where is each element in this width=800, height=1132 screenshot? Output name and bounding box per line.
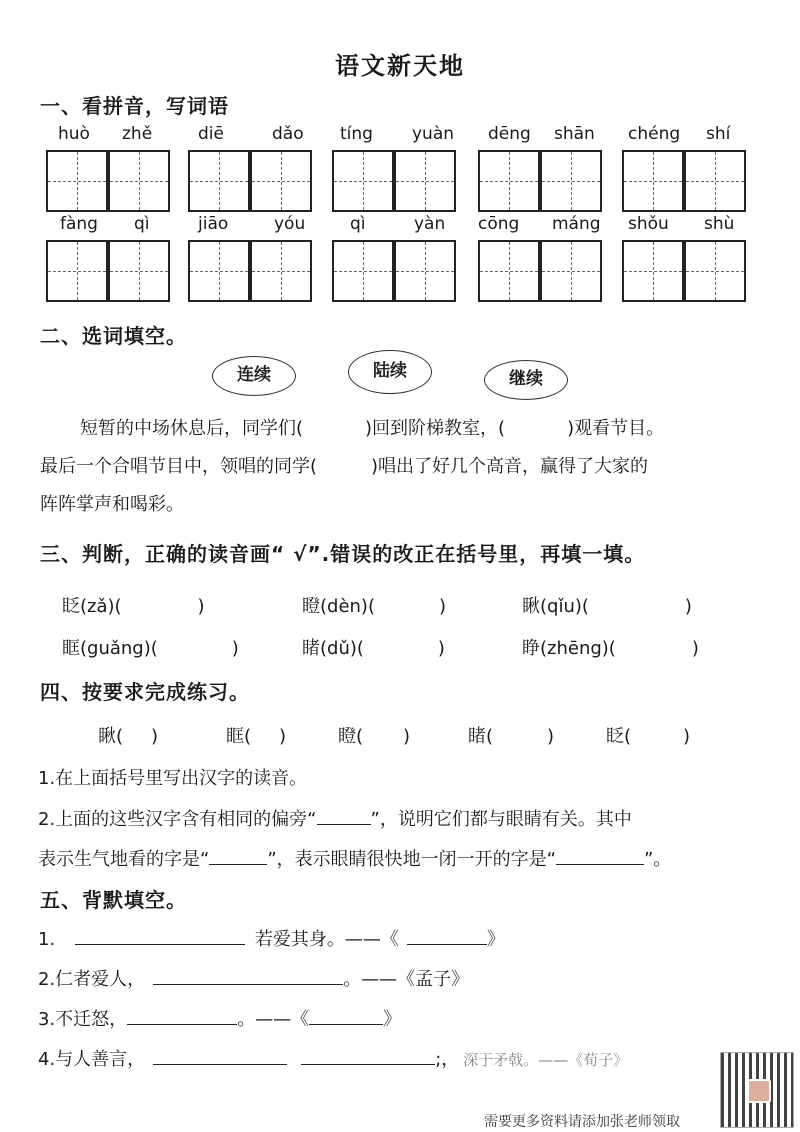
bracket: ) xyxy=(437,638,445,659)
line-text: 》 xyxy=(383,1009,402,1030)
line-text: 。——《孟子》 xyxy=(343,969,470,990)
bracket: ) xyxy=(279,726,287,747)
page-title: 语文新天地 xyxy=(335,52,465,80)
writing-box[interactable] xyxy=(622,150,684,212)
judge-text: 瞅(qǐu)( xyxy=(522,596,589,617)
avatar xyxy=(747,1079,771,1103)
line-text: 3.不迁怒， xyxy=(38,1009,128,1030)
pinyin: shān xyxy=(554,124,595,144)
line-text: 。——《 xyxy=(237,1009,310,1030)
answer-blank[interactable] xyxy=(153,964,343,985)
section-4-heading: 四、按要求完成练习。 xyxy=(40,680,250,704)
answer-blank[interactable] xyxy=(317,804,371,825)
writing-box[interactable] xyxy=(394,240,456,302)
judge-item xyxy=(62,634,239,660)
bracket: ) xyxy=(151,726,159,747)
pinyin: yàn xyxy=(414,214,446,234)
writing-box[interactable] xyxy=(46,240,108,302)
judge-item xyxy=(302,592,446,618)
word-choice-bubble xyxy=(212,356,296,396)
answer-blank[interactable] xyxy=(301,1044,435,1065)
line-number: 1. xyxy=(38,929,56,950)
writing-box[interactable] xyxy=(478,150,540,212)
word-choice-bubble xyxy=(484,360,568,400)
question-text: 2.上面的这些汉字含有相同的偏旁“ xyxy=(38,809,317,830)
bracket: ) xyxy=(403,726,411,747)
question-text: ”，表示眼睛很快地一闭一开的字是“ xyxy=(267,849,556,870)
recite-line-4 xyxy=(38,1044,628,1071)
paragraph-text: )唱出了好几个高音，赢得了大家的 xyxy=(371,456,649,477)
judge-item xyxy=(522,634,699,660)
section-2-heading: 二、选词填空。 xyxy=(40,324,187,348)
paragraph-text: 阵阵掌声和喝彩。 xyxy=(40,494,184,515)
writing-box[interactable] xyxy=(188,150,250,212)
line-text: 深于矛戟。——《荀子》 xyxy=(463,1051,629,1069)
char-item xyxy=(98,722,158,748)
pinyin: tíng xyxy=(340,124,373,144)
bracket: ) xyxy=(683,726,691,747)
char-text: 瞅( xyxy=(98,726,124,747)
judge-text: 瞪(dèn)( xyxy=(302,596,375,617)
question-1: 1.在上面括号里写出汉字的读音。 xyxy=(38,768,308,789)
pinyin: fàng xyxy=(60,214,98,234)
judge-text: 睹(dǔ)( xyxy=(302,638,364,659)
pinyin: shǒu xyxy=(628,214,669,234)
bracket: ) xyxy=(691,638,699,659)
writing-box[interactable] xyxy=(332,150,394,212)
pinyin: shù xyxy=(704,214,735,234)
answer-blank[interactable] xyxy=(127,1004,237,1025)
answer-blank[interactable] xyxy=(75,924,245,945)
writing-box[interactable] xyxy=(250,150,312,212)
pinyin: shí xyxy=(706,124,731,144)
question-text: ”。 xyxy=(643,849,672,870)
line-text: 》 xyxy=(486,929,505,950)
section-1-heading: 一、看拼音，写词语 xyxy=(40,94,229,118)
pinyin: zhě xyxy=(122,124,153,144)
judge-text: 眶(guǎng)( xyxy=(62,638,158,659)
writing-box[interactable] xyxy=(332,240,394,302)
bracket: ) xyxy=(197,596,205,617)
char-item xyxy=(226,722,286,748)
recite-line-3 xyxy=(38,1004,401,1031)
line-text: 若爱其身。——《 xyxy=(254,929,399,950)
pinyin: yóu xyxy=(274,214,306,234)
pinyin: máng xyxy=(552,214,601,234)
paragraph-text: )回到阶梯教室，( xyxy=(365,418,506,439)
question-2-line-1 xyxy=(38,804,632,831)
section-5-heading: 五、背默填空。 xyxy=(40,888,187,912)
question-text: 表示生气地看的字是“ xyxy=(38,849,210,870)
bracket: ) xyxy=(547,726,555,747)
answer-blank[interactable] xyxy=(407,924,487,945)
bracket: ) xyxy=(684,596,692,617)
writing-box[interactable] xyxy=(108,150,170,212)
writing-box[interactable] xyxy=(46,150,108,212)
bracket: ) xyxy=(231,638,239,659)
answer-blank[interactable] xyxy=(209,844,267,865)
fill-paragraph xyxy=(40,410,780,524)
paragraph-text: 最后一个合唱节目中，领唱的同学( xyxy=(40,456,318,477)
char-item xyxy=(606,722,690,748)
writing-box[interactable] xyxy=(622,240,684,302)
section-3-heading: 三、判断，正确的读音画“ √”.错误的改正在括号里，再填一填。 xyxy=(40,542,646,566)
line-text: 4.与人善言， xyxy=(38,1049,146,1070)
qr-code-icon xyxy=(720,1052,794,1128)
writing-box[interactable] xyxy=(684,240,746,302)
word-choice: 陆续 xyxy=(373,361,407,381)
bracket: ) xyxy=(438,596,447,617)
pinyin: diē xyxy=(198,124,224,144)
line-text: 2.仁者爱人， xyxy=(38,969,146,990)
word-choice: 继续 xyxy=(509,369,543,389)
pinyin: huò xyxy=(58,124,90,144)
writing-box[interactable] xyxy=(108,240,170,302)
writing-box[interactable] xyxy=(540,150,602,212)
paragraph-text: 短暂的中场休息后，同学们( xyxy=(80,418,304,439)
answer-blank[interactable] xyxy=(309,1004,383,1025)
judge-item xyxy=(522,592,692,618)
pinyin: qì xyxy=(134,214,150,234)
char-text: 眶( xyxy=(226,726,252,747)
judge-item xyxy=(62,592,205,618)
word-choice-bubble xyxy=(348,350,432,394)
pinyin: yuàn xyxy=(412,124,455,144)
pinyin: qì xyxy=(350,214,366,234)
writing-box[interactable] xyxy=(684,150,746,212)
judge-text: 睁(zhēng)( xyxy=(522,638,616,659)
pinyin: cōng xyxy=(478,214,520,234)
word-choice: 连续 xyxy=(237,365,271,385)
writing-box[interactable] xyxy=(188,240,250,302)
judge-item xyxy=(302,634,445,660)
footer-note: 需要更多资料请添加张老师领取 xyxy=(484,1114,680,1130)
question-2-line-2 xyxy=(38,844,671,871)
pinyin: dǎo xyxy=(272,124,304,144)
line-text: ;， xyxy=(435,1049,460,1070)
recite-line-1 xyxy=(38,924,505,951)
paragraph-text: )观看节目。 xyxy=(567,418,665,439)
writing-box[interactable] xyxy=(478,240,540,302)
judge-text: 眨(zǎ)( xyxy=(62,596,122,617)
answer-blank[interactable] xyxy=(153,1044,287,1065)
question-text: ”，说明它们都与眼睛有关。其中 xyxy=(370,809,632,830)
char-text: 瞪( xyxy=(338,726,364,747)
char-text: 睹( xyxy=(468,726,494,747)
char-item xyxy=(338,722,410,748)
char-text: 眨( xyxy=(606,726,632,747)
char-item xyxy=(468,722,554,748)
writing-box[interactable] xyxy=(394,150,456,212)
answer-blank[interactable] xyxy=(556,844,644,865)
pinyin: chéng xyxy=(628,124,681,144)
pinyin: jiāo xyxy=(198,214,229,234)
writing-box[interactable] xyxy=(250,240,312,302)
recite-line-2 xyxy=(38,964,469,991)
pinyin: dēng xyxy=(488,124,531,144)
writing-box[interactable] xyxy=(540,240,602,302)
